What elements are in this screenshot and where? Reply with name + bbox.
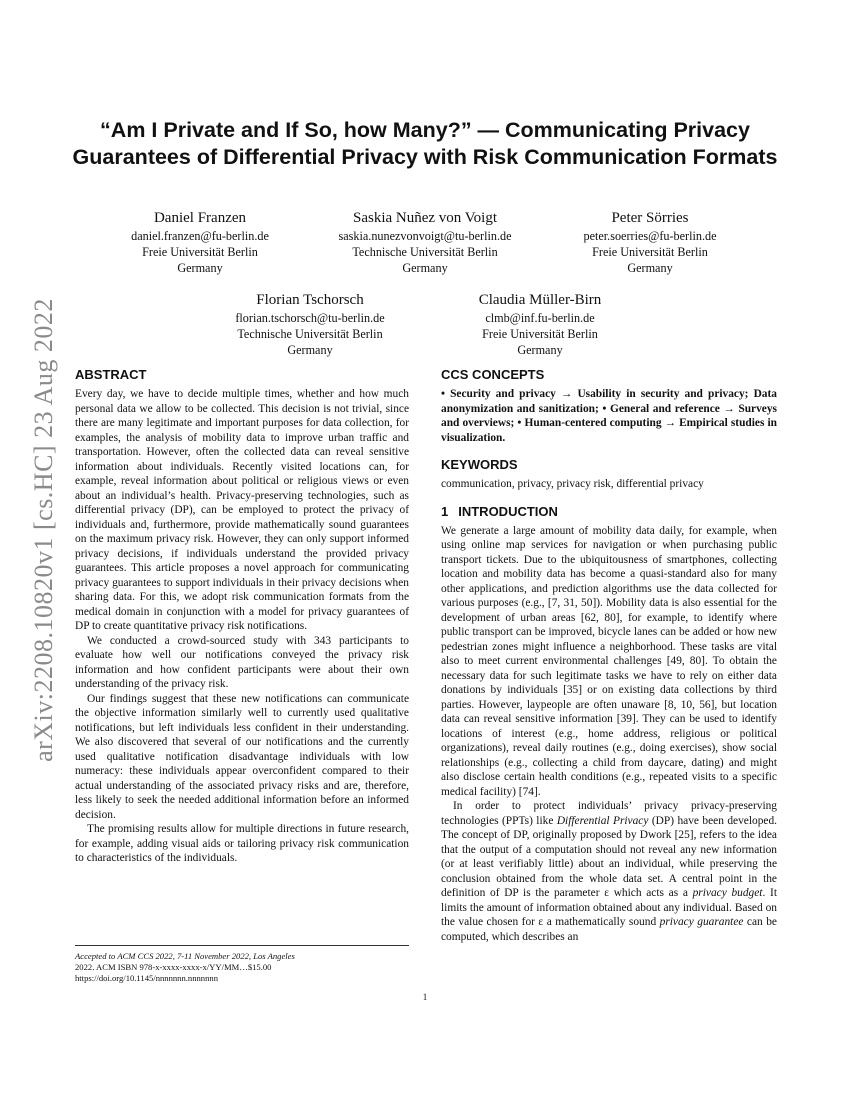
author-card bbox=[110, 208, 290, 276]
author-email[interactable]: florian.tschorsch@tu-berlin.de bbox=[235, 311, 385, 325]
abstract-paragraph: Every day, we have to decide multiple times, whether and how much personal data we allow to be collected. This decision is not trivial, since there are many legitimate and important purposes for data collection, for examples, the analysis of mobility data to improve urban traffic and transportation. However, often the collected data can reveal sensitive information about individuals. Recently visited locations can, for example, reveal information about political or religious views or even about an individual’s health. Privacy-preserving technologies, such as differential privacy (DP), can be employed to protect the privacy of individuals and, furthermore, provide mathematically sound guarantees on the maximum privacy risk. However, they can only support informed privacy decisions, if individuals understand the provided privacy guarantees. This article proposes a novel approach for communicating privacy guarantees to support individuals in their privacy decisions when sharing data. For this, we adopt risk communication formats from the medical domain in conjunction with a model for privacy guarantees of DP to create quantitative privacy risk notifications. bbox=[75, 388, 409, 632]
footnote-divider bbox=[75, 945, 409, 946]
keywords-heading: KEYWORDS bbox=[441, 457, 518, 472]
term-privacy-guarantee: privacy guarantee bbox=[659, 916, 744, 928]
term-privacy-budget: privacy budget bbox=[692, 887, 763, 899]
author-country: Germany bbox=[402, 261, 448, 275]
term-differential-privacy: Differential Privacy bbox=[556, 814, 649, 827]
author-card bbox=[320, 208, 530, 276]
footnote bbox=[75, 951, 409, 984]
author-affiliation: Technische Universität Berlin bbox=[237, 327, 383, 341]
footnote-venue: Accepted to ACM CCS 2022, 7-11 November 2022, Los Angeles bbox=[75, 951, 295, 961]
author-card bbox=[215, 290, 405, 358]
author-name: Daniel Franzen bbox=[153, 210, 247, 226]
author-affiliation: Freie Universität Berlin bbox=[142, 245, 258, 259]
ccs-heading: CCS CONCEPTS bbox=[441, 367, 545, 382]
ccs-item: Human-centered computing → Empirical studies in visualization. bbox=[441, 417, 778, 444]
author-country: Germany bbox=[177, 261, 223, 275]
author-country: Germany bbox=[627, 261, 673, 275]
author-email[interactable]: daniel.franzen@fu-berlin.de bbox=[131, 229, 269, 243]
ccs-item: General and reference → Surveys and overviews; bbox=[441, 402, 777, 429]
author-email[interactable]: clmb@inf.fu-berlin.de bbox=[485, 311, 595, 325]
footnote-doi[interactable]: https://doi.org/10.1145/nnnnnnn.nnnnnnn bbox=[75, 973, 218, 983]
author-affiliation: Freie Universität Berlin bbox=[482, 327, 598, 341]
intro-paragraph: In order to protect individuals’ privacy privacy-preserving technologies (PPTs) like Differential Privacy (DP) have been developed. The concept of DP, originally proposed by Dwork [25], refers to the idea that the output of a computation should not reveal any new information (or at least verifiably little) about an individual, while preserving the conclusion obtained from the whole data set. A central point in the definition of DP is the parameter ε which acts as a privacy budget. It limits the amount of information obtained about any individual. Based on the value chosen for ε a mathematically sound privacy guarantee can be computed, which describes an bbox=[441, 800, 777, 943]
section-title: INTRODUCTION bbox=[458, 503, 558, 519]
footnote-isbn: 2022. ACM ISBN 978-x-xxxx-xxxx-x/YY/MM…$15.00 bbox=[75, 962, 272, 972]
abstract-paragraph: Our findings suggest that these new notifications can communicate the objective information similarly well to currently used qualitative notifications, but left individuals less confident in their understanding. We also discovered that several of our notifications and the currently used qualitative notification disadvantage individuals with low numeracy: these individuals appear overconfident compared to their actual understanding of the associated privacy risks and are, therefore, less likely to seek the needed additional information before an informed decision. bbox=[75, 692, 409, 821]
left-column bbox=[75, 366, 409, 866]
author-card bbox=[560, 208, 740, 276]
author-card bbox=[445, 290, 635, 358]
arxiv-stamp bbox=[22, 300, 66, 760]
right-column bbox=[441, 366, 777, 944]
abstract-paragraph: The promising results allow for multiple directions in future research, for example, adding visual aids or tailoring privacy risk communication to characteristics of the individuals. bbox=[75, 823, 409, 864]
author-name: Saskia Nuñez von Voigt bbox=[352, 210, 498, 226]
arxiv-id: arXiv:2208.10820v1 [cs.HC] 23 Aug 2022 bbox=[29, 298, 59, 762]
section-number: 1 bbox=[441, 503, 449, 519]
abstract-heading: ABSTRACT bbox=[75, 367, 147, 382]
introduction-heading bbox=[441, 503, 777, 520]
intro-paragraph: We generate a large amount of mobility data daily, for example, when using online map services for navigation or when purchasing public transport tickets. Due to the ubiquitousness of smartphones, collecting location and mobility data has become a quasi-standard also for many other applications, and prediction algorithms use the data collected for various purposes (e.g., [7, 31, 50]). Mobility data is also essential for the development of urban areas [62, 80], for example, to identify where public transport can be improved, bicycle lanes can be added or how new pedestrian zones might influence a neighborhood. These tasks are vital also to meet current environmental challenges [49, 80]. To obtain the necessary data for such legitimate tasks we have to rely on either data donations by individuals [35] or on existing data collections by third parties. However, laypeople are often unaware [8, 10, 56], but location data can reveal sensitive information [39]. They can be used to identify locations of interest (e.g., home address, religious or political organizations), reveal daily routines (e.g., doing exercises), show social relationships (e.g., collecting a child from daycare, dating) and might also disclose certain health conditions (e.g., repeated visits to a specific medical facility) [74]. bbox=[441, 524, 777, 798]
ccs-item: Security and privacy → Usability in security and privacy; Data anonymization and sanitization; bbox=[441, 388, 777, 415]
author-country: Germany bbox=[287, 343, 333, 357]
keywords-text: communication, privacy, privacy risk, differential privacy bbox=[441, 478, 704, 490]
author-name: Claudia Müller-Birn bbox=[478, 292, 602, 308]
author-name: Florian Tschorsch bbox=[256, 292, 364, 308]
author-country: Germany bbox=[517, 343, 563, 357]
author-name: Peter Sörries bbox=[611, 210, 689, 226]
author-email[interactable]: saskia.nunezvonvoigt@tu-berlin.de bbox=[338, 229, 512, 243]
author-affiliation: Technische Universität Berlin bbox=[352, 245, 498, 259]
author-email[interactable]: peter.soerries@fu-berlin.de bbox=[583, 229, 717, 243]
page-number: 1 bbox=[422, 992, 428, 1002]
author-affiliation: Freie Universität Berlin bbox=[592, 245, 708, 259]
abstract-paragraph: We conducted a crowd-sourced study with 343 participants to evaluate how well our notifications conveyed the privacy risk information and how confident participants were about their own understanding of the privacy risk. bbox=[75, 634, 409, 690]
ccs-concepts: • Security and privacy → Usability in security and privacy; Data anonymization and sanitization; • General and reference → Surveys and overviews; • Human-centered computing → Empirical studies in visualization. bbox=[441, 388, 778, 444]
paper-title: “Am I Private and If So, how Many?” — Communicating Privacy Guarantees of Differential Privacy with Risk Communication Formats bbox=[72, 118, 778, 169]
